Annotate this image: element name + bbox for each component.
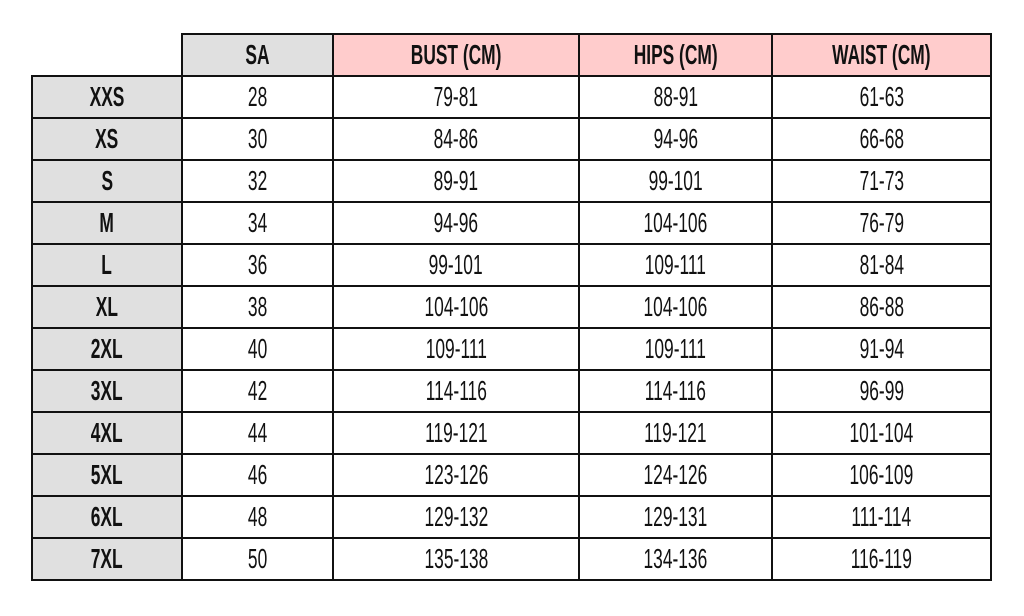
bust-cell (333, 160, 579, 202)
size-cell (32, 286, 182, 328)
sa-value: 30 (247, 123, 268, 154)
waist-value: 61-63 (859, 81, 904, 112)
size-cell (32, 118, 182, 160)
sa-value: 50 (247, 543, 268, 574)
hips-cell (579, 370, 772, 412)
sa-cell (182, 244, 333, 286)
size-value: XXS (89, 81, 125, 112)
bust-value: 109-111 (425, 333, 487, 364)
size-value: 4XL (91, 417, 123, 448)
hips-cell (579, 76, 772, 118)
bust-value: 79-81 (433, 81, 479, 112)
table-row (32, 454, 991, 496)
size-cell (32, 370, 182, 412)
size-value: M (99, 207, 115, 238)
sa-value: 44 (247, 417, 268, 448)
bust-cell (333, 118, 579, 160)
size-cell (32, 328, 182, 370)
hips-cell (579, 118, 772, 160)
size-chart-table (31, 33, 992, 581)
bust-cell (333, 328, 579, 370)
sa-cell (182, 328, 333, 370)
bust-cell (333, 76, 579, 118)
size-value: 7XL (91, 543, 123, 574)
sa-value: 38 (247, 291, 268, 322)
table-row (32, 118, 991, 160)
waist-value: 101-104 (849, 417, 914, 448)
waist-value: 81-84 (859, 249, 904, 280)
sa-cell (182, 202, 333, 244)
bust-cell (333, 370, 579, 412)
hips-cell (579, 454, 772, 496)
size-value: 2XL (91, 333, 123, 364)
sa-cell (182, 454, 333, 496)
sa-value: 32 (247, 165, 268, 196)
hips-value: 88-91 (653, 81, 698, 112)
size-cell (32, 160, 182, 202)
hips-value: 129-131 (643, 501, 708, 532)
hips-value: 109-111 (644, 333, 707, 364)
size-cell (32, 202, 182, 244)
bust-value: 114-116 (425, 375, 487, 406)
bust-cell (333, 538, 579, 580)
sa-value: 46 (247, 459, 268, 490)
header-label: HIPS (CM) (633, 39, 718, 70)
waist-value: 76-79 (859, 207, 904, 238)
header-label: SA (245, 39, 270, 70)
table-row (32, 244, 991, 286)
header-hips (579, 34, 772, 76)
sa-value: 42 (247, 375, 268, 406)
size-value: XL (95, 291, 119, 322)
hips-value: 114-116 (644, 375, 707, 406)
corner-cell (32, 34, 182, 76)
waist-cell (772, 76, 991, 118)
waist-cell (772, 538, 991, 580)
sa-cell (182, 118, 333, 160)
hips-cell (579, 496, 772, 538)
bust-value: 94-96 (433, 207, 479, 238)
waist-value: 116-119 (850, 543, 913, 574)
header-waist (772, 34, 991, 76)
hips-cell (579, 538, 772, 580)
bust-value: 119-121 (424, 417, 488, 448)
waist-cell (772, 370, 991, 412)
sa-value: 36 (247, 249, 268, 280)
hips-cell (579, 412, 772, 454)
hips-cell (579, 286, 772, 328)
size-value: XS (95, 123, 119, 154)
waist-cell (772, 328, 991, 370)
table-row (32, 370, 991, 412)
waist-value: 71-73 (859, 165, 904, 196)
hips-cell (579, 202, 772, 244)
waist-value: 86-88 (859, 291, 904, 322)
hips-value: 134-136 (643, 543, 708, 574)
table-row (32, 496, 991, 538)
waist-cell (772, 244, 991, 286)
size-cell (32, 76, 182, 118)
hips-value: 109-111 (644, 249, 707, 280)
bust-cell (333, 454, 579, 496)
table-row (32, 328, 991, 370)
bust-cell (333, 244, 579, 286)
waist-cell (772, 160, 991, 202)
header-label: WAIST (CM) (832, 39, 931, 70)
bust-value: 104-106 (424, 291, 488, 322)
hips-value: 124-126 (643, 459, 708, 490)
waist-cell (772, 202, 991, 244)
size-value: 6XL (91, 501, 123, 532)
hips-value: 99-101 (648, 165, 703, 196)
waist-cell (772, 286, 991, 328)
sa-cell (182, 412, 333, 454)
hips-value: 104-106 (643, 207, 708, 238)
size-cell (32, 454, 182, 496)
bust-cell (333, 496, 579, 538)
bust-cell (333, 202, 579, 244)
size-cell (32, 496, 182, 538)
waist-value: 106-109 (849, 459, 914, 490)
waist-cell (772, 118, 991, 160)
sa-cell (182, 76, 333, 118)
header-bust (333, 34, 579, 76)
bust-cell (333, 286, 579, 328)
header-sa (182, 34, 333, 76)
waist-value: 111-114 (851, 501, 912, 532)
waist-cell (772, 454, 991, 496)
waist-value: 96-99 (859, 375, 904, 406)
size-cell (32, 538, 182, 580)
size-value: S (101, 165, 113, 196)
bust-value: 135-138 (424, 543, 488, 574)
hips-value: 119-121 (644, 417, 707, 448)
bust-value: 99-101 (428, 249, 484, 280)
sa-cell (182, 496, 333, 538)
hips-cell (579, 328, 772, 370)
table-row (32, 412, 991, 454)
bust-value: 123-126 (424, 459, 488, 490)
sa-value: 40 (247, 333, 268, 364)
size-cell (32, 412, 182, 454)
hips-value: 104-106 (643, 291, 708, 322)
size-value: 3XL (91, 375, 123, 406)
table-row (32, 76, 991, 118)
sa-cell (182, 370, 333, 412)
bust-value: 84-86 (433, 123, 479, 154)
size-cell (32, 244, 182, 286)
hips-cell (579, 244, 772, 286)
bust-value: 89-91 (433, 165, 479, 196)
table-row (32, 286, 991, 328)
sa-value: 28 (247, 81, 268, 112)
waist-value: 91-94 (859, 333, 904, 364)
size-value: L (101, 249, 113, 280)
waist-cell (772, 412, 991, 454)
header-label: BUST (CM) (410, 39, 502, 70)
table-row (32, 160, 991, 202)
table-row (32, 538, 991, 580)
sa-cell (182, 160, 333, 202)
sa-cell (182, 286, 333, 328)
header-row (32, 34, 991, 76)
hips-cell (579, 160, 772, 202)
size-value: 5XL (91, 459, 123, 490)
sa-cell (182, 538, 333, 580)
hips-value: 94-96 (653, 123, 698, 154)
bust-cell (333, 412, 579, 454)
sa-value: 34 (247, 207, 268, 238)
sa-value: 48 (247, 501, 268, 532)
bust-value: 129-132 (424, 501, 488, 532)
table-row (32, 202, 991, 244)
waist-value: 66-68 (859, 123, 904, 154)
waist-cell (772, 496, 991, 538)
